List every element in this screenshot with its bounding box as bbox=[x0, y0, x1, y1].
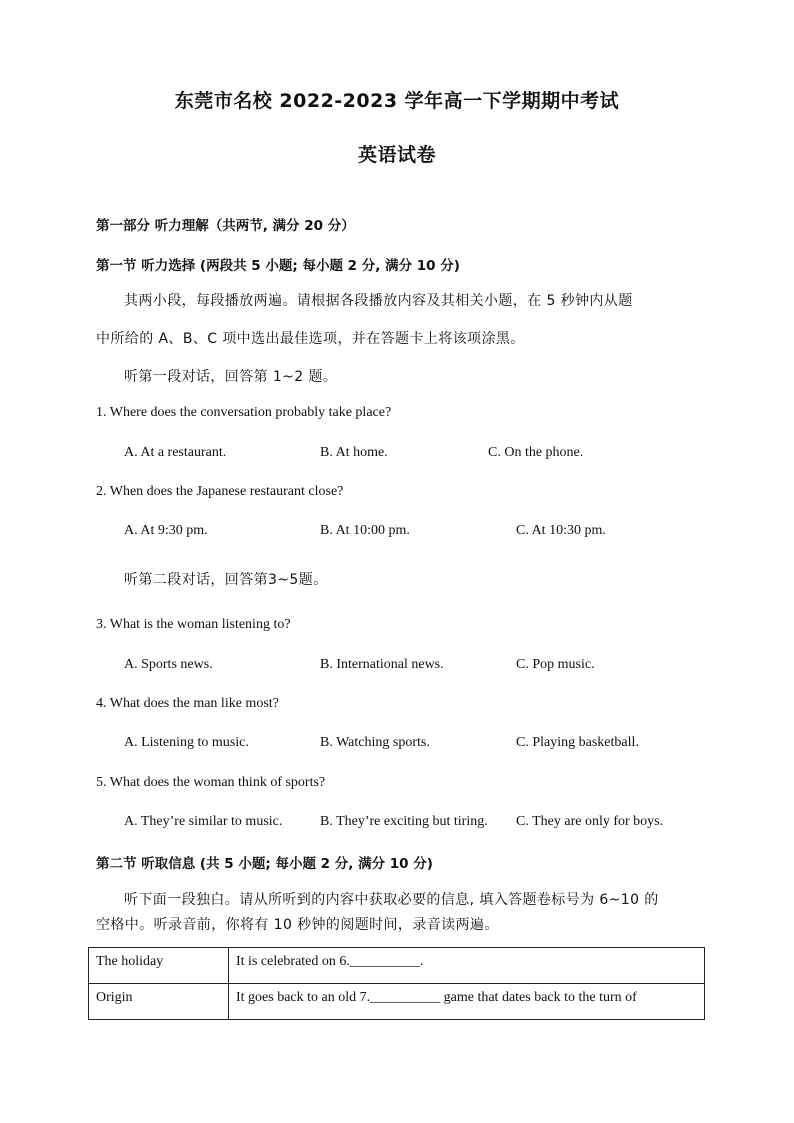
exam-subtitle: 英语试卷 bbox=[357, 144, 436, 166]
section2-instruction-line1: 听下面一段独白。请从所听到的内容中获取必要的信息, 填入答题卷标号为 6~10 的 bbox=[124, 892, 659, 908]
section1-instruction-line1: 其两小段，每段播放两遍。请根据各段播放内容及其相关小题，在 5 秒钟内从题 bbox=[124, 293, 633, 309]
exam-title: 东莞市名校 2022-2023 学年高一下学期期中考试 bbox=[174, 90, 620, 112]
question-3-stem: 3. What is the woman listening to? bbox=[96, 617, 291, 632]
dialogue1-intro: 听第一段对话，回答第 1~2 题。 bbox=[124, 369, 338, 385]
table-row bbox=[89, 984, 705, 1020]
question-1-option-c: C. On the phone. bbox=[488, 445, 584, 460]
info-table bbox=[88, 947, 705, 1020]
question-2-option-c: C. At 10:30 pm. bbox=[516, 523, 606, 538]
section2-heading: 第二节 听取信息 (共 5 小题; 每小题 2 分, 满分 10 分) bbox=[96, 856, 433, 872]
question-5-option-b: B. They’re exciting but tiring. bbox=[320, 814, 488, 829]
question-3-option-b: B. International news. bbox=[320, 657, 444, 672]
section1-heading: 第一节 听力选择 (两段共 5 小题; 每小题 2 分, 满分 10 分) bbox=[96, 258, 460, 274]
part1-heading: 第一部分 听力理解（共两节, 满分 20 分） bbox=[96, 218, 355, 234]
question-5-stem: 5. What does the woman think of sports? bbox=[96, 775, 326, 790]
section1-instruction-line2: 中所给的 A、B、C 项中选出最佳选项，并在答题卡上将该项涂黑。 bbox=[96, 331, 525, 347]
question-2-option-a: A. At 9:30 pm. bbox=[124, 523, 208, 538]
section2-instruction-line2: 空格中。听录音前，你将有 10 秒钟的阅题时间，录音读两遍。 bbox=[96, 917, 499, 933]
question-1-stem: 1. Where does the conversation probably take place? bbox=[96, 405, 392, 420]
question-5-option-a: A. They’re similar to music. bbox=[124, 814, 283, 829]
question-4-option-a: A. Listening to music. bbox=[124, 735, 249, 750]
question-5-option-c: C. They are only for boys. bbox=[516, 814, 664, 829]
table-cell-label: The holiday bbox=[89, 948, 229, 984]
question-1-option-b: B. At home. bbox=[320, 445, 388, 460]
question-3-option-a: A. Sports news. bbox=[124, 657, 213, 672]
question-4-option-c: C. Playing basketball. bbox=[516, 735, 639, 750]
table-cell-label: Origin bbox=[89, 984, 229, 1020]
table-cell-content: It goes back to an old 7.__________ game that dates back to the turn of bbox=[229, 984, 705, 1020]
table-row bbox=[89, 948, 705, 984]
dialogue2-intro: 听第二段对话，回答第3~5题。 bbox=[124, 572, 328, 588]
question-4-option-b: B. Watching sports. bbox=[320, 735, 430, 750]
question-3-option-c: C. Pop music. bbox=[516, 657, 595, 672]
table-cell-content: It is celebrated on 6.__________. bbox=[229, 948, 705, 984]
question-4-stem: 4. What does the man like most? bbox=[96, 696, 279, 711]
question-2-option-b: B. At 10:00 pm. bbox=[320, 523, 410, 538]
question-1-option-a: A. At a restaurant. bbox=[124, 445, 227, 460]
question-2-stem: 2. When does the Japanese restaurant close? bbox=[96, 484, 344, 499]
